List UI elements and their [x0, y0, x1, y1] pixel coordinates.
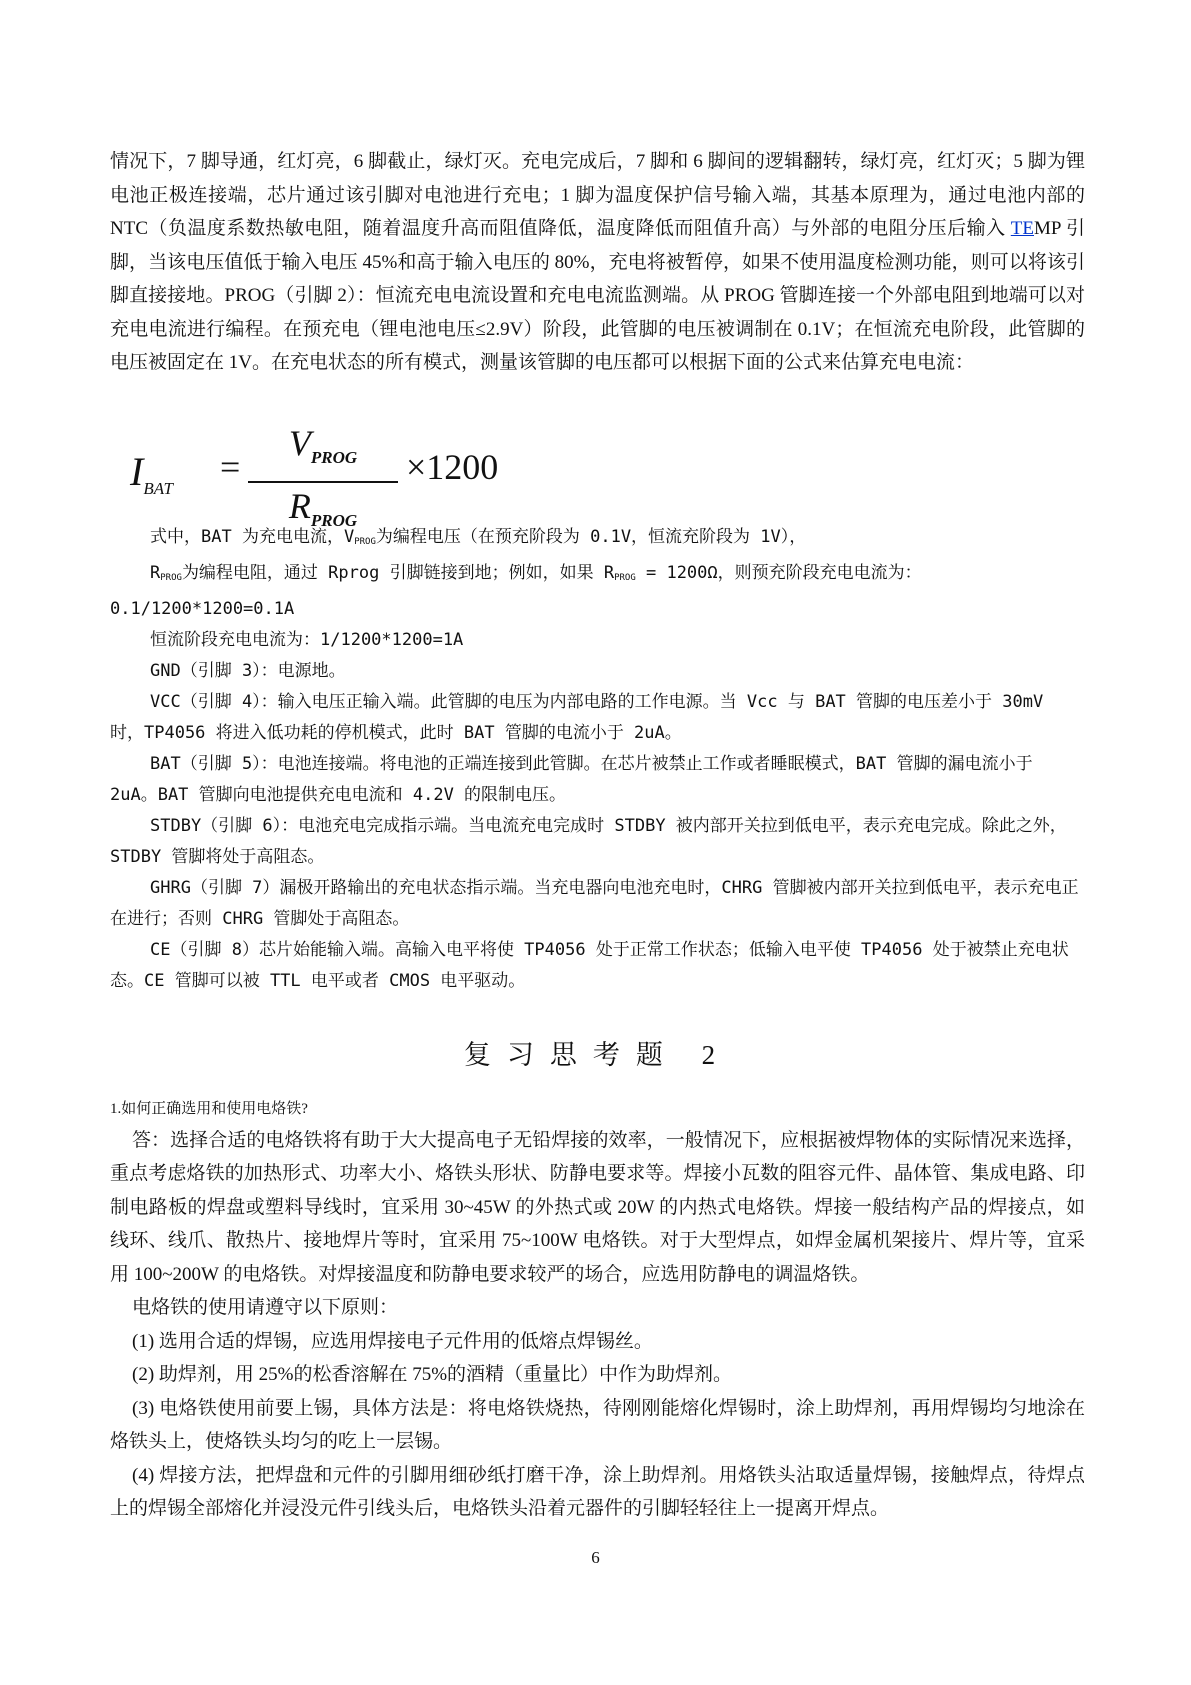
formula-lhs	[130, 448, 173, 499]
text: 为编程电压（在预充阶段为 0.1V，恒流充阶段为 1V），	[375, 526, 807, 547]
rules-intro: 电烙铁的使用请遵守以下原则：	[132, 1297, 399, 1318]
resistor-explanation-line	[110, 558, 1085, 625]
bat-pin-description: BAT（引脚 5）：电池连接端。将电池的正端连接到此管脚。在芯片被禁止工作或者睡眠模式，BAT 管脚的漏电流小于 2uA。BAT 管脚向电池提供充电电流和 4.2V 的限制电压。	[110, 753, 1033, 805]
formula-fraction	[248, 422, 398, 542]
page-number: 6	[591, 1548, 600, 1567]
subscript: PROG	[354, 536, 376, 547]
formula-num-subscript: PROG	[310, 447, 358, 467]
rule-2: (2) 助焊剂，用 25%的松香溶解在 75%的酒精（重量比）中作为助焊剂。	[132, 1364, 733, 1385]
chrg-pin-description: GHRG（引脚 7）漏极开路输出的充电状态指示端。当充电器向电池充电时，CHRG 管脚被内部开关拉到低电平，表示充电正在进行；否则 CHRG 管脚处于高阻态。	[110, 877, 1079, 929]
rule-1: (1) 选用合适的焊锡，应选用焊接电子元件用的低熔点焊锡丝。	[132, 1330, 653, 1352]
current-formula	[130, 422, 1085, 530]
text: R	[150, 562, 161, 583]
rule-4: (4) 焊接方法，把焊盘和元件的引脚用细砂纸打磨干净，涂上助焊剂。用烙铁头沾取适量焊锡，接触焊点，待焊点上的焊锡全部熔化并浸没元件引线头后，电烙铁头沿着元器件的引脚轻轻往上一提离开焊点。	[110, 1464, 1085, 1519]
formula-lhs-subscript: BAT	[143, 478, 173, 498]
vcc-pin-description: VCC（引脚 4）：输入电压正输入端。此管脚的电压为内部电路的工作电源。当 Vcc 与 BAT 管脚的电压差小于 30mV 时，TP4056 将进入低功耗的停机模式，此时 BAT 管脚的电流小于 2uA。	[110, 691, 1044, 743]
subscript: PROG	[614, 572, 636, 583]
text: = 1200Ω，则预充阶段充电电流为：0.1/1200*1200=0.1A	[110, 562, 922, 619]
formula-denominator	[248, 485, 398, 542]
gnd-pin-description: GND（引脚 3）：电源地。	[150, 660, 346, 681]
formula-den-symbol: R	[288, 485, 311, 526]
answer-paragraph: 答：选择合适的电烙铁将有助于大大提高电子无铅焊接的效率，一般情况下，应根据被焊物体的实际情况来选择，重点考虑烙铁的加热形式、功率大小、烙铁头形状、防静电要求等。焊接小瓦数的阻容元件、晶体管、集成电路、印制电路板的焊盘或塑料导线时，宜采用 30~45W 的外热式或 20W 的内热式电烙铁。焊接一般结构产品的焊接点，如线环、线爪、散热片、接地焊片等时，宜采用 75~100W 电烙铁。对于大型焊点，如焊金属机架接片、焊片等，宜采用 100~200W 的电烙铁。对焊接温度和防静电要求较严的场合，应选用防静电的调温烙铁。	[110, 1129, 1085, 1285]
text: 为编程电阻，通过 Rprog 引脚链接到地；例如，如果 R	[181, 562, 615, 583]
text: 式中，BAT 为充电电流，V	[150, 526, 355, 547]
intro-text-part1: 情况下，7 脚导通，红灯亮，6 脚截止，绿灯灭。充电完成后，7 脚和 6 脚间的逻辑翻转，绿灯亮，红灯灭；5 脚为锂电池正极连接端，芯片通过该引脚对电池进行充电；1 脚为温度保护信号输入端，其基本原理为，通过电池内部的 NTC（负温度系数热敏电阻，随着温度升高而阻值降低，温度降低而阻值升高）与外部的电阻分压后输入	[110, 151, 1085, 239]
intro-paragraph	[110, 145, 1085, 380]
constant-current-line: 恒流阶段充电电流为：1/1200*1200=1A	[150, 629, 464, 650]
formula-den-subscript: PROG	[310, 510, 358, 530]
temp-link[interactable]: TE	[1010, 218, 1034, 239]
formula-lhs-symbol: I	[130, 448, 144, 494]
rule-3: (3) 电烙铁使用前要上锡，具体方法是：将电烙铁烧热，待刚刚能熔化焊锡时，涂上助焊剂，再用焊锡均匀地涂在烙铁头上，使烙铁头均匀的吃上一层锡。	[110, 1397, 1085, 1452]
page-content	[110, 145, 1085, 1526]
question-1: 1.如何正确选用和使用电烙铁?	[110, 1100, 308, 1117]
section-heading: 复习思考题 2	[463, 1039, 732, 1070]
formula-equals: =	[220, 446, 241, 487]
formula-num-symbol: V	[288, 422, 311, 463]
ce-pin-description: CE（引脚 8）芯片始能输入端。高输入电平将使 TP4056 处于正常工作状态；低输入电平使 TP4056 处于被禁止充电状态。CE 管脚可以被 TTL 电平或者 CMOS 电平驱动。	[110, 939, 1069, 991]
formula-numerator	[248, 422, 398, 479]
intro-text-part2: MP 引脚，当该电压值低于输入电压 45%和高于输入电压的 80%，充电将被暂停，如果不使用温度检测功能，则可以将该引脚直接接地。PROG（引脚 2）：恒流充电电流设置和充电电流监测端。从 PROG 管脚连接一个外部电阻到地端可以对充电电流进行编程。在预充电（锂电池电压≤2.9V）阶段，此管脚的电压被调制在 0.1V；在恒流充电阶段，此管脚的电压被固定在 1V。在充电状态的所有模式，测量该管脚的电压都可以根据下面的公式来估算充电电流：	[110, 218, 1085, 373]
formula-multiplier: ×1200	[406, 446, 499, 487]
subscript: PROG	[160, 572, 182, 583]
stdby-pin-description: STDBY（引脚 6）：电池充电完成指示端。当电流充电完成时 STDBY 被内部开关拉到低电平，表示充电完成。除此之外，STDBY 管脚将处于高阻态。	[110, 815, 1067, 867]
fraction-bar	[248, 481, 398, 483]
pin-description-block	[110, 522, 1085, 997]
